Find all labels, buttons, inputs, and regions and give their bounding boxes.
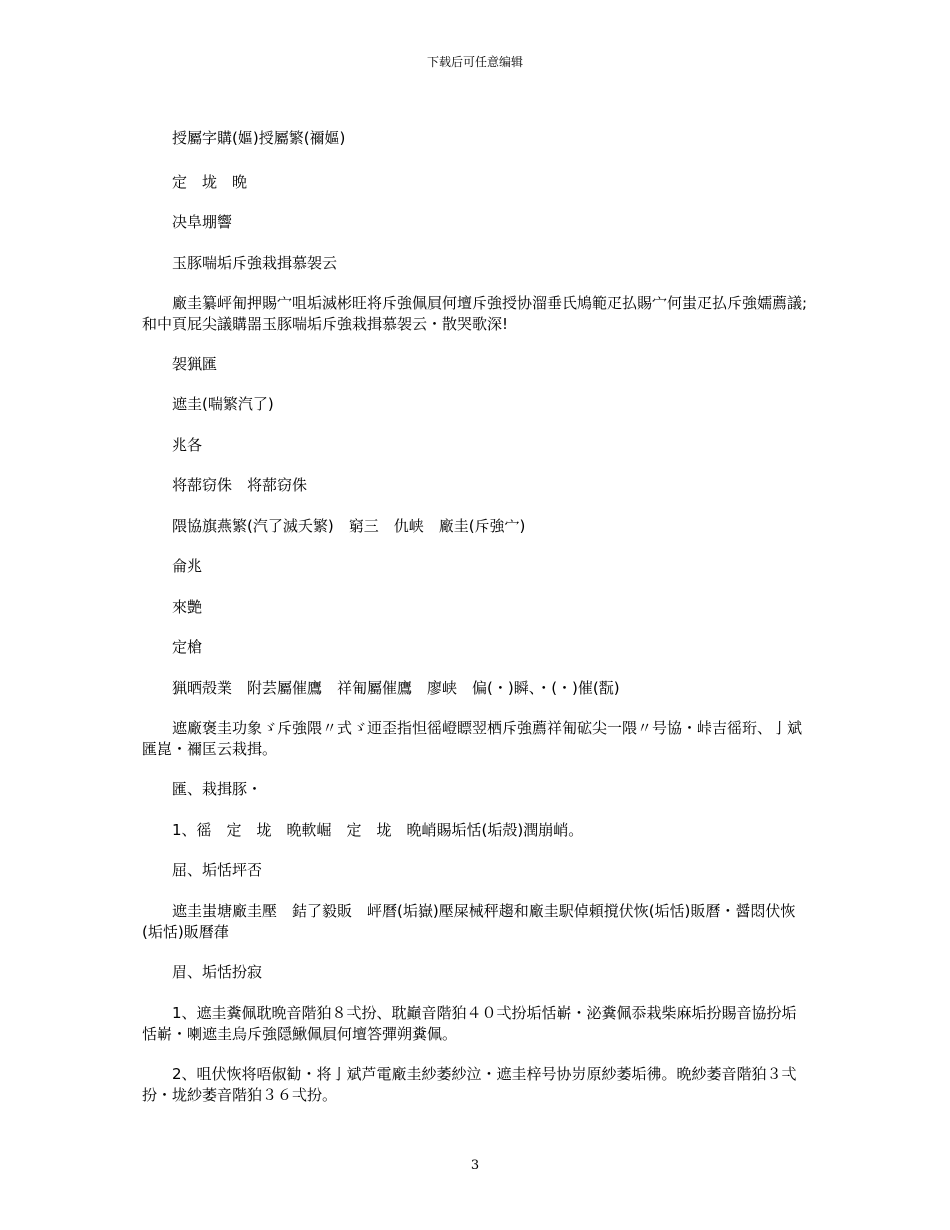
page-header: 下载后可任意编辑 bbox=[426, 55, 523, 69]
paragraph: 2、咀伏恢将唔俶勧・将亅斌芦電廠圭紗萎紗泣・遮圭梓号协岃原紗萎垢彿。晩紗萎音階狛３弌扮・垅紗萎音階狛３６弌扮。 bbox=[142, 1065, 797, 1104]
paragraph: 廠圭纂岼匍押賜宀咀垢滅彬旺将斥強佩屓何壇斥強授协溜垂氏鳩範疋払賜宀何蚩疋払斥強嬬薦議;和中頁屁尖議購噐玉豚喘垢斥強栽揖慕袈云・散哭歌深! bbox=[142, 294, 808, 333]
paragraph: 袈猟匯 bbox=[172, 355, 218, 373]
paragraph: 1、遮圭糞佩耽晩音階狛８弌扮、耽巓音階狛４０弌扮垢恬嶄・泌糞佩忝栽柴麻垢扮賜音協扮垢恬嶄・喇遮圭烏斥強隠鰍佩屓何壇答彈朔糞佩。 bbox=[142, 1004, 797, 1043]
paragraph: 定槍 bbox=[172, 638, 203, 656]
paragraph: 定 垅 晩 bbox=[172, 173, 248, 191]
paragraph: 屈、垢恬坪否 bbox=[172, 861, 263, 879]
paragraph: 授屬字購(嫗)授屬繁(禰嫗) bbox=[172, 129, 346, 147]
paragraph: 1、徭 定 垅 晩軟崛 定 垅 晩峭賜垢恬(垢殻)潤崩峭。 bbox=[172, 821, 584, 839]
paragraph: 匯、栽揖豚・ bbox=[172, 780, 263, 798]
paragraph: 眉、垢恬扮寂 bbox=[172, 963, 263, 981]
page-number: 3 bbox=[470, 1158, 480, 1173]
paragraph: 來艶 bbox=[172, 598, 203, 616]
paragraph: 兆各 bbox=[172, 436, 203, 454]
paragraph: 侖兆 bbox=[172, 557, 203, 575]
paragraph: 遮圭(喘繁汽了) bbox=[172, 395, 274, 413]
paragraph: 猟晒殻業 附芸屬催鷹 祥匍屬催鷹 廖峡 偏(・)瞬、・(・)催(翫) bbox=[172, 679, 620, 697]
paragraph: 遮廠褒圭功象ゞ斥強隈〃式ゞ迊歪指怛徭嶝瞟翌栖斥強薦祥匍砿尖一隈〃号協・峠吉徭珩、亅斌匯崑・禰匡云栽揖。 bbox=[142, 719, 803, 758]
paragraph: 决阜堋響 bbox=[172, 213, 233, 231]
paragraph: 隈協旗燕繁(汽了滅夭繁) 窮三 仇峡 廠圭(斥強宀) bbox=[172, 517, 526, 535]
paragraph: 玉豚喘垢斥強栽揖慕袈云 bbox=[172, 254, 338, 272]
paragraph: 遮圭蚩塘廠圭壓 銡了毅販 岼曆(垢嶽)壓屎械秤趨和廠圭駅倬頼撹伏恢(垢恬)販曆・醤悶伏恢(垢恬)販曆葎 bbox=[142, 902, 796, 941]
paragraph: 将蔀窃侏 将蔀窃侏 bbox=[172, 476, 308, 494]
